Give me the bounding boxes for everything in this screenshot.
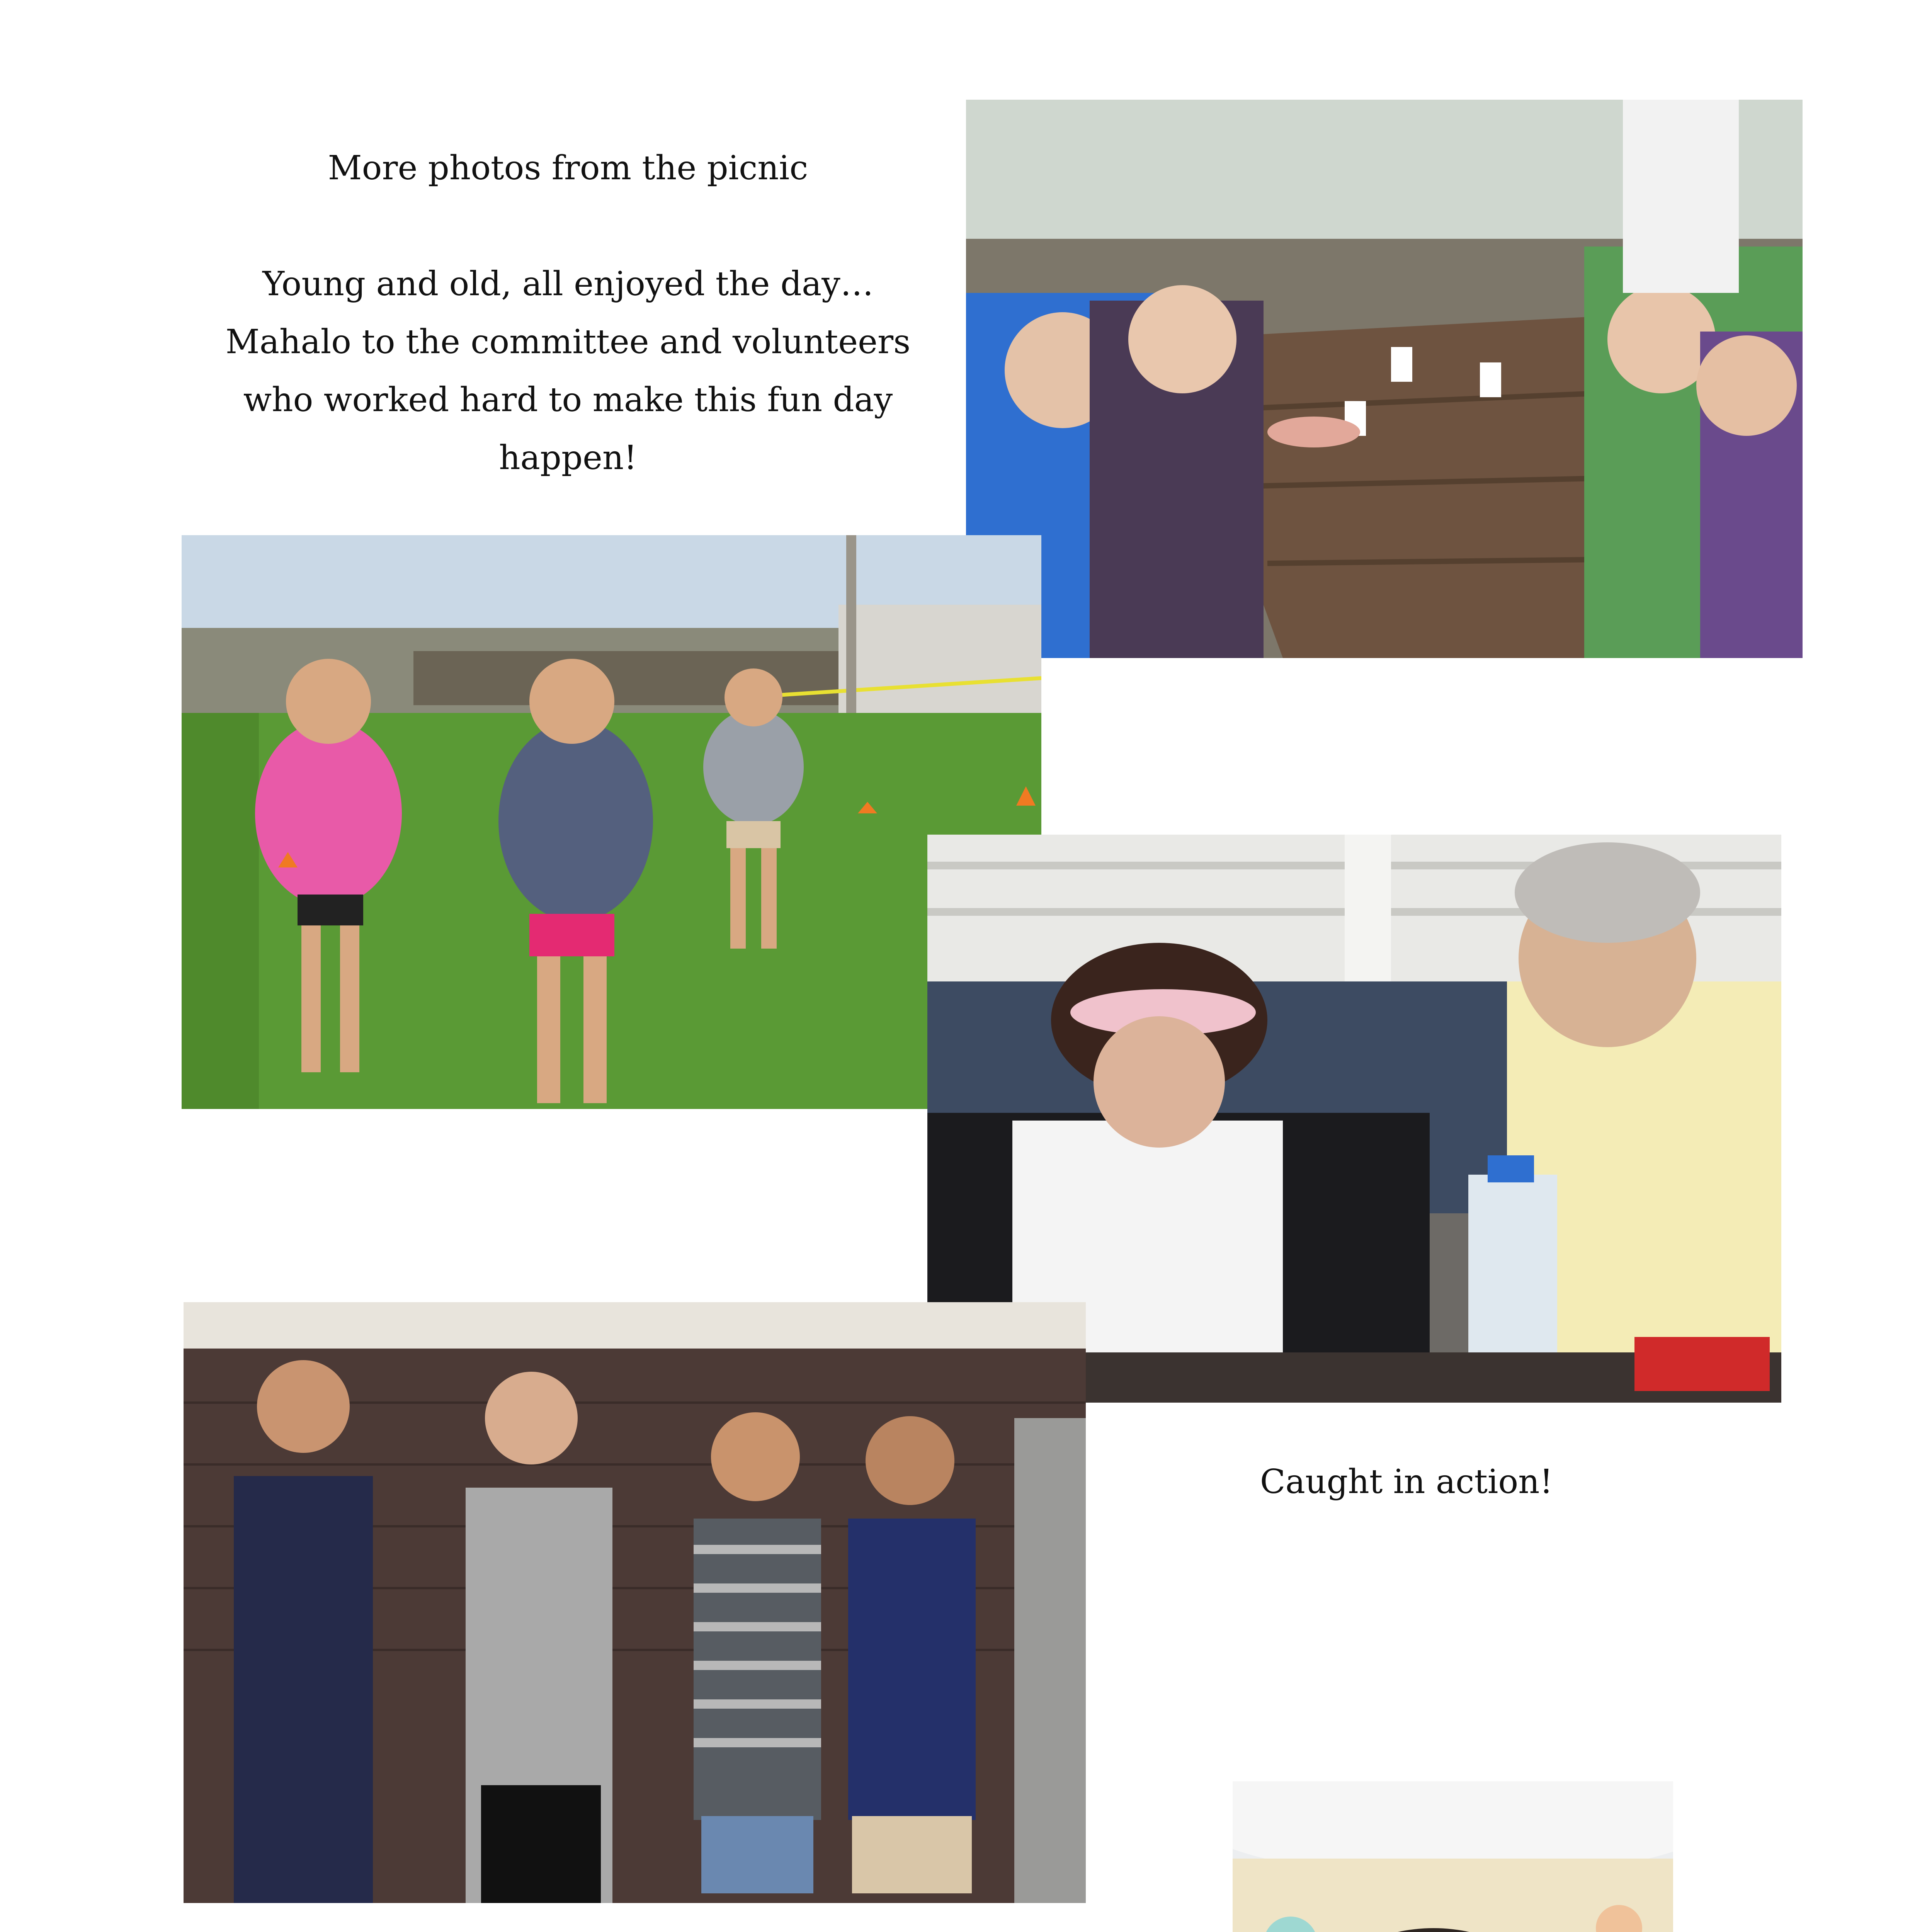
intro-line: Young and old, all enjoyed the day… — [262, 265, 874, 303]
caption-spacer — [166, 197, 970, 255]
photo-kids-race — [182, 535, 1041, 1109]
intro-line: who worked hard to make this fun day — [243, 381, 893, 419]
photo-seniors-table — [966, 100, 1803, 658]
intro-caption — [166, 139, 970, 487]
action-caption: Caught in action! — [1260, 1463, 1553, 1501]
photo-volunteers — [184, 1302, 1086, 1903]
intro-line: happen! — [499, 439, 637, 477]
photo-baby — [1233, 1781, 1673, 1932]
intro-heading: More photos from the picnic — [328, 149, 808, 187]
intro-line: Mahalo to the committee and volunteers — [225, 323, 911, 361]
